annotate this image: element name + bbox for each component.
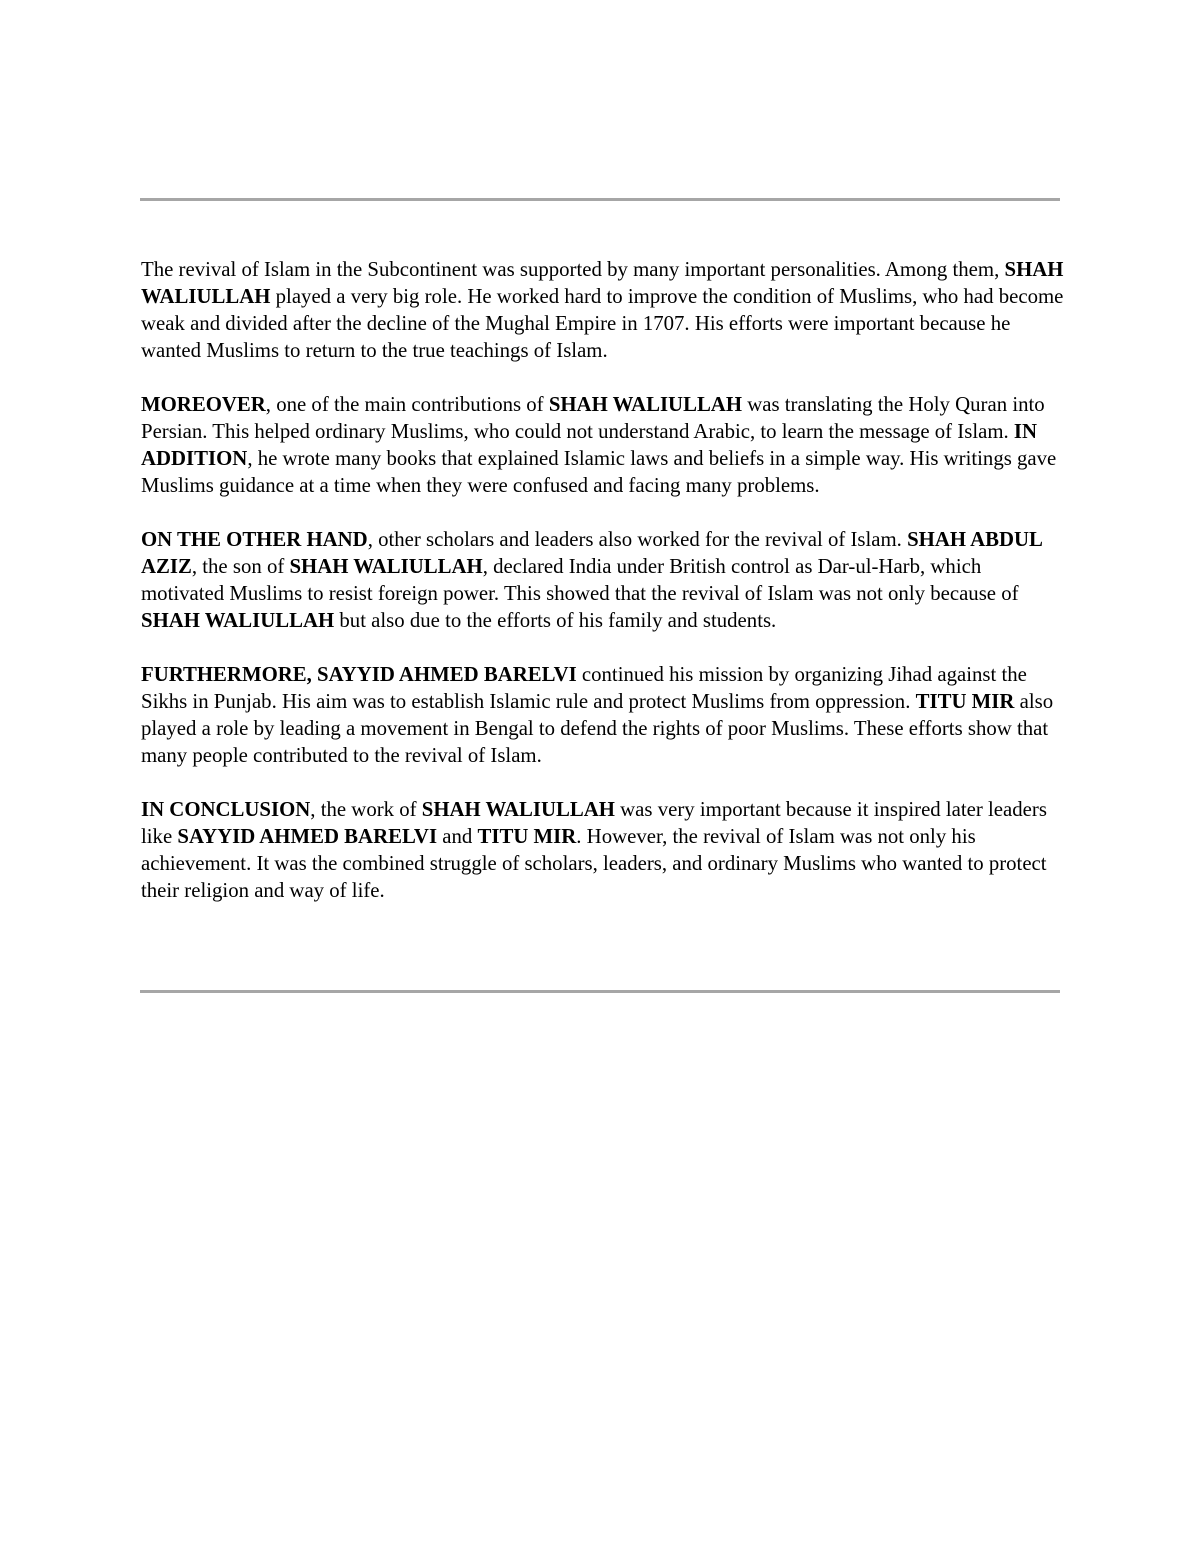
text-segment: , the work of	[310, 798, 422, 821]
bold-name: SHAH WALIULLAH	[289, 555, 483, 578]
bold-transition: FURTHERMORE, SAYYID AHMED BARELVI	[141, 663, 577, 686]
text-segment: played a very big role. He worked hard to improve the condition of Muslims, who had become weak and divided after the decline of the Mughal Empire in 1707. His efforts were important because he wanted Muslims to return to the true teachings of Islam.	[141, 285, 1064, 362]
bold-name: SHAH WALIULLAH	[141, 258, 1064, 308]
bold-name: SHAH WALIULLAH	[548, 393, 743, 416]
bold-name: TITU MIR	[915, 690, 1015, 713]
paragraph-moreover	[141, 391, 1066, 499]
essay-body	[141, 256, 1066, 904]
bold-name: TITU MIR	[477, 825, 577, 848]
bold-transition: IN ADDITION	[141, 420, 1038, 470]
bold-transition: ON THE OTHER HAND	[141, 528, 368, 551]
top-divider	[140, 198, 1060, 201]
text-segment: , one of the main contributions of	[265, 393, 549, 416]
text-segment: continued his mission by organizing Jihad against the Sikhs in Punjab. His aim was to establish Islamic rule and protect Muslims from oppression.	[141, 663, 1027, 713]
paragraph-conclusion	[141, 796, 1066, 904]
bold-name: SHAH WALIULLAH	[141, 609, 335, 632]
text-segment: , the son of	[191, 555, 290, 578]
text-segment: was very important because it inspired later leaders like	[141, 798, 1047, 848]
text-segment: , other scholars and leaders also worked for the revival of Islam.	[367, 528, 908, 551]
text-segment: and	[437, 825, 478, 848]
bold-transition: MOREOVER	[141, 393, 266, 416]
text-segment: but also due to the efforts of his family and students.	[334, 609, 777, 632]
text-segment: . However, the revival of Islam was not only his achievement. It was the combined struggle of scholars, leaders, and ordinary Muslims who wanted to protect their religion and way of life.	[141, 825, 1047, 902]
bold-transition: IN CONCLUSION	[141, 798, 311, 821]
text-segment: also played a role by leading a movement in Bengal to defend the rights of poor Muslims. These efforts show that many people contributed to the revival of Islam.	[141, 690, 1054, 767]
text-segment: The revival of Islam in the Subcontinent was supported by many important personalities. Among them,	[141, 258, 1005, 281]
paragraph-other-hand	[141, 526, 1066, 634]
bottom-divider	[140, 990, 1060, 993]
bold-name: SHAH WALIULLAH	[421, 798, 615, 821]
bold-name: SHAH ABDUL AZIZ	[141, 528, 1042, 578]
paragraph-furthermore	[141, 661, 1066, 769]
text-segment: , he wrote many books that explained Islamic laws and beliefs in a simple way. His writings gave Muslims guidance at a time when they were confused and facing many problems.	[141, 447, 1057, 497]
bold-name: SAYYID AHMED BARELVI	[177, 825, 438, 848]
paragraph-intro	[141, 256, 1066, 364]
text-segment: was translating the Holy Quran into Persian. This helped ordinary Muslims, who could not understand Arabic, to learn the message of Islam.	[141, 393, 1045, 443]
text-segment: , declared India under British control as Dar-ul-Harb, which motivated Muslims to resist foreign power. This showed that the revival of Islam was not only because of	[141, 555, 1019, 605]
